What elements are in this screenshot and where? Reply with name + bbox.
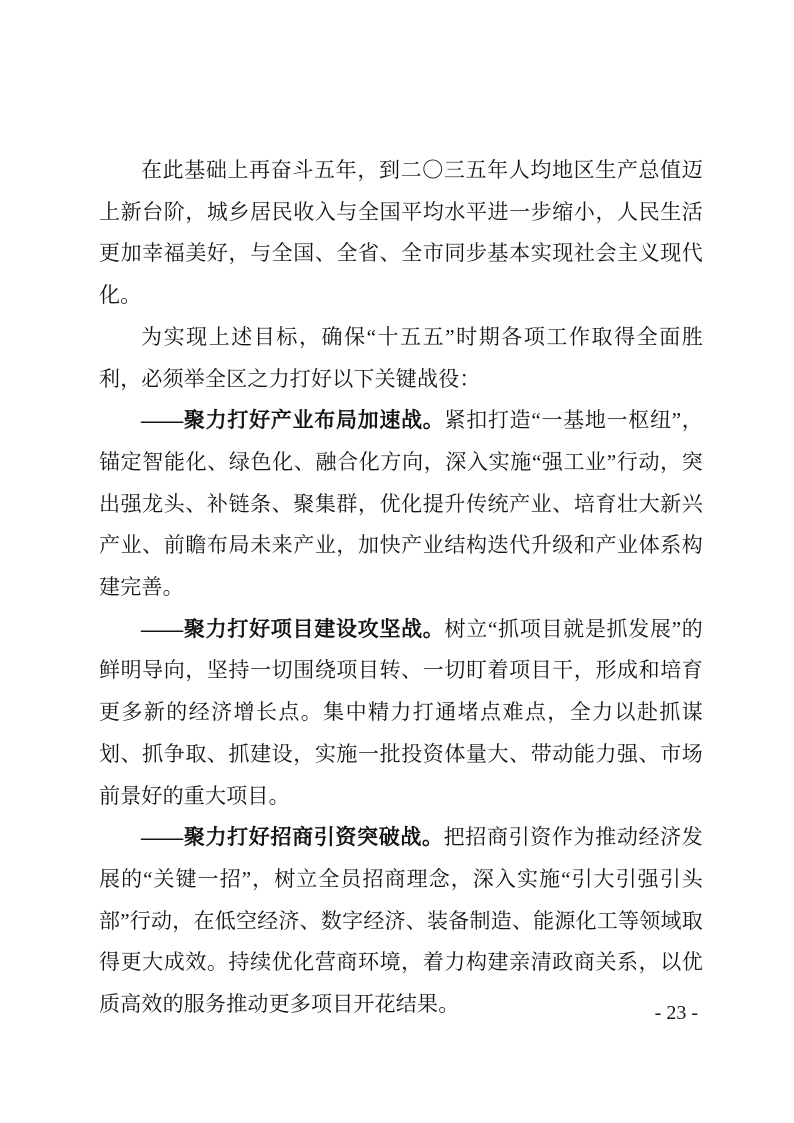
paragraph-goal-2035 — [99, 150, 703, 317]
paragraph-lead: ——聚力打好项目建设攻坚战。 — [141, 616, 445, 641]
paragraph-lead: ——聚力打好产业布局加速战。 — [141, 408, 445, 433]
paragraph-investment-attraction — [99, 817, 703, 1026]
paragraph-text: 树立“抓项目就是抓发展”的鲜明导向，坚持一切围绕项目转、一切盯着项目干，形成和培育更多新的经济增长点。集中精力打通堵点难点，全力以赴抓谋划、抓争取、抓建设，实施一批投资体量大、带动能力强、市场前景好的重大项目。 — [99, 616, 703, 808]
paragraph-industry-layout — [99, 400, 703, 609]
paragraph-intro-battles — [99, 317, 703, 400]
document-body — [99, 150, 703, 1026]
page-number: - 23 - — [654, 1002, 698, 1024]
paragraph-text: 在此基础上再奋斗五年，到二〇三五年人均地区生产总值迈上新台阶，城乡居民收入与全国平均水平进一步缩小，人民生活更加幸福美好，与全国、全省、全市同步基本实现社会主义现代化。 — [99, 158, 703, 308]
paragraph-text: 把招商引资作为推动经济发展的“关键一招”，树立全员招商理念，深入实施“引大引强引头部”行动，在低空经济、数字经济、装备制造、能源化工等领域取得更大成效。持续优化营商环境，着力构建亲清政商关系，以优质高效的服务推动更多项目开花结果。 — [99, 825, 703, 1017]
paragraph-project-construction — [99, 609, 703, 818]
paragraph-text: 紧扣打造“一基地一枢纽”，锚定智能化、绿色化、融合化方向，深入实施“强工业”行动，突出强龙头、补链条、聚集群，优化提升传统产业、培育壮大新兴产业、前瞻布局未来产业，加快产业结构迭代升级和产业体系构建完善。 — [99, 408, 703, 600]
paragraph-text: 为实现上述目标，确保“十五五”时期各项工作取得全面胜利，必须举全区之力打好以下关键战役： — [99, 324, 703, 391]
paragraph-lead: ——聚力打好招商引资突破战。 — [141, 825, 444, 850]
